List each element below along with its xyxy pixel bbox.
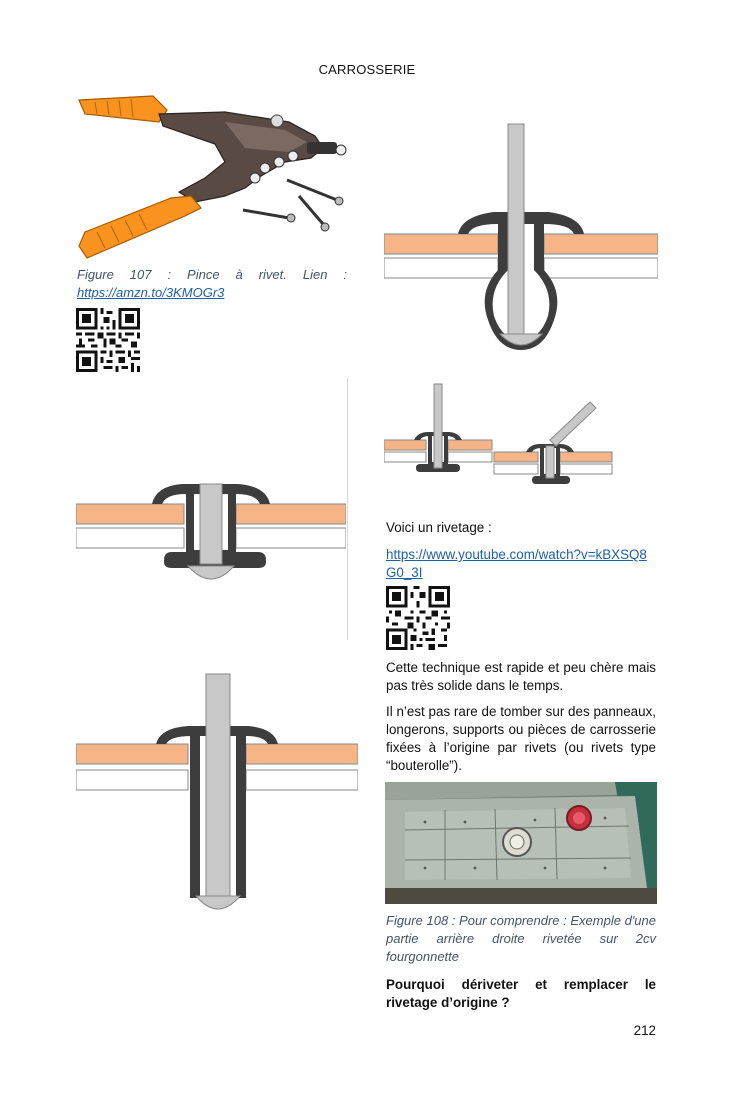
rivet-diagram-sequence bbox=[384, 380, 614, 486]
rivet-gun-image bbox=[75, 92, 355, 260]
rivet-diagram-before bbox=[384, 120, 658, 356]
paragraph-rivets: Il n’est pas rare de tomber sur des panneaux, longerons, supports ou pièces de carrosserie fixées à l’origine par rivets (ou rivets type “bouterolle”). bbox=[386, 704, 656, 773]
page-number: 212 bbox=[633, 1023, 656, 1038]
section-heading: Pourquoi dériveter et remplacer le rivetage d’origine ? bbox=[386, 977, 656, 1010]
rivet-diagram-set bbox=[76, 470, 346, 586]
page-header: CARROSSERIE bbox=[318, 62, 416, 77]
figure-107-caption-text: Figure 107 : Pince à rivet. Lien : bbox=[77, 267, 347, 282]
figure-107-caption bbox=[77, 266, 347, 302]
intro-text: Voici un rivetage : bbox=[386, 520, 492, 535]
youtube-link[interactable]: https://www.youtube.com/watch?v=kBXSQ8G0_3I bbox=[386, 547, 647, 580]
rivet-diagram-pulled bbox=[76, 672, 358, 912]
figure-107-link[interactable]: https://amzn.to/3KMOGr3 bbox=[77, 285, 225, 300]
qr-code-youtube bbox=[386, 586, 450, 650]
photo-2cv-rear bbox=[385, 782, 657, 904]
figure-108-caption: Figure 108 : Pour comprendre : Exemple d'une partie arrière droite rivetée sur 2cv fourgonnette bbox=[386, 913, 656, 964]
youtube-link-block bbox=[386, 546, 656, 582]
column-divider bbox=[347, 378, 348, 640]
paragraph-technique: Cette technique est rapide et peu chère mais pas très solide dans le temps. bbox=[386, 660, 656, 693]
qr-code-amazon bbox=[76, 308, 140, 372]
